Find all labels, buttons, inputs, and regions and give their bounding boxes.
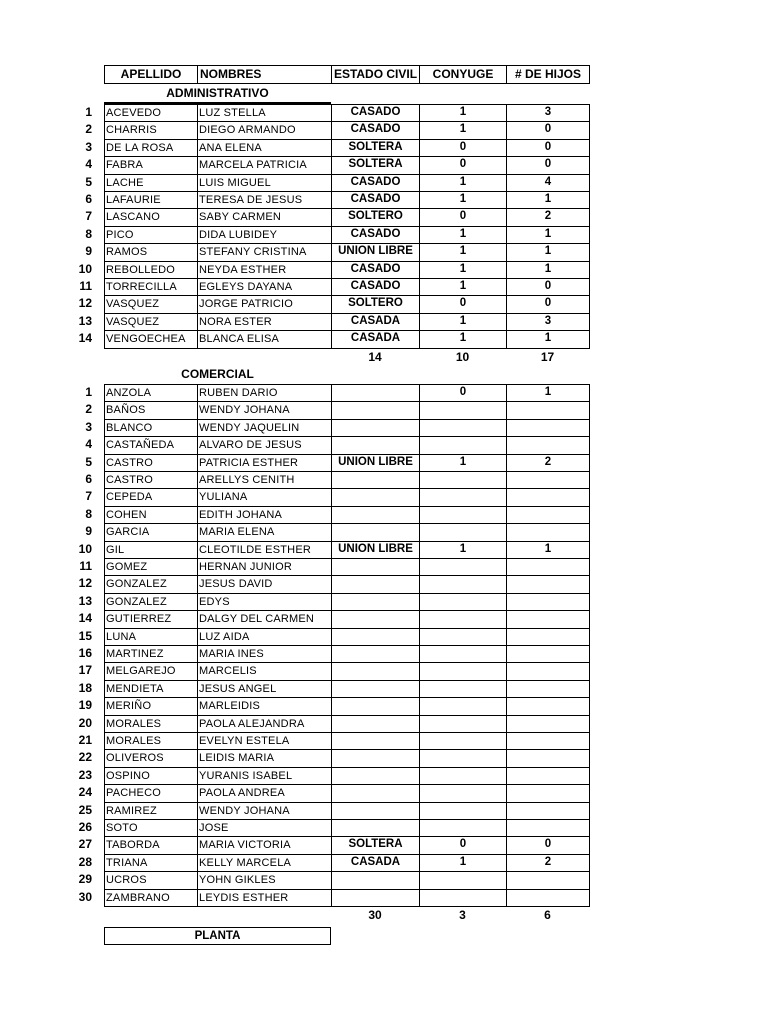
conyuge-cell: 1 (419, 313, 507, 331)
estado-civil-cell (331, 523, 420, 541)
hijos-cell (506, 680, 590, 698)
nombres-cell: DIEGO ARMANDO (197, 121, 332, 139)
estado-civil-cell: UNION LIBRE (331, 454, 420, 472)
estado-civil-cell (331, 593, 420, 611)
apellido-cell: UCROS (104, 871, 198, 889)
estado-civil-cell (331, 419, 420, 437)
estado-civil-cell (331, 628, 420, 646)
hijos-cell (506, 401, 590, 419)
apellido-cell: MELGAREJO (104, 662, 198, 680)
conyuge-cell (419, 784, 507, 802)
conyuge-cell (419, 488, 507, 506)
hijos-cell: 1 (506, 191, 590, 209)
conyuge-cell: 0 (419, 836, 507, 854)
estado-civil-cell: CASADO (331, 226, 420, 244)
estado-civil-cell: CASADO (331, 278, 420, 296)
hijos-cell: 0 (506, 139, 590, 157)
apellido-cell: TABORDA (104, 836, 198, 854)
estado-civil-cell (331, 680, 420, 698)
estado-civil-cell (331, 610, 420, 628)
hijos-cell: 2 (506, 208, 590, 226)
row-number: 25 (78, 802, 92, 817)
conyuge-cell (419, 662, 507, 680)
hijos-cell (506, 715, 590, 733)
apellido-cell: MORALES (104, 732, 198, 750)
hijos-cell (506, 523, 590, 541)
nombres-cell: EDYS (197, 593, 332, 611)
hijos-cell (506, 697, 590, 715)
apellido-cell: CASTRO (104, 454, 198, 472)
estado-civil-cell: SOLTERA (331, 156, 420, 174)
header-estado-civil: ESTADO CIVIL (331, 65, 420, 84)
row-number: 2 (85, 402, 92, 417)
hijos-cell (506, 593, 590, 611)
apellido-cell: LACHE (104, 174, 198, 192)
nombres-cell: EVELYN ESTELA (197, 732, 332, 750)
header-nombres: NOMBRES (197, 65, 332, 84)
section-title-planta: PLANTA (104, 927, 331, 945)
estado-civil-cell: CASADO (331, 191, 420, 209)
estado-civil-cell (331, 749, 420, 767)
row-number: 3 (85, 139, 92, 154)
estado-civil-cell (331, 384, 420, 402)
row-number: 3 (85, 419, 92, 434)
apellido-cell: FABRA (104, 156, 198, 174)
estado-civil-cell: CASADA (331, 313, 420, 331)
apellido-cell: MERIÑO (104, 697, 198, 715)
total-hijos: 6 (544, 908, 551, 922)
nombres-cell: LUIS MIGUEL (197, 174, 332, 192)
section-title: COMERCIAL (181, 367, 254, 381)
header-hijos: # DE HIJOS (506, 65, 590, 84)
conyuge-cell (419, 749, 507, 767)
row-number: 1 (85, 105, 92, 119)
row-number: 15 (78, 628, 92, 643)
apellido-cell: LASCANO (104, 208, 198, 226)
apellido-cell: BLANCO (104, 419, 198, 437)
hijos-cell (506, 628, 590, 646)
apellido-cell: ANZOLA (104, 384, 198, 402)
conyuge-cell: 1 (419, 330, 507, 348)
conyuge-cell (419, 819, 507, 837)
row-number: 30 (78, 889, 92, 904)
conyuge-cell (419, 732, 507, 750)
conyuge-cell: 1 (419, 191, 507, 209)
nombres-cell: TERESA DE JESUS (197, 191, 332, 209)
row-number: 29 (78, 872, 92, 887)
hijos-cell: 1 (506, 384, 590, 402)
estado-civil-cell: SOLTERO (331, 295, 420, 313)
apellido-cell: OLIVEROS (104, 749, 198, 767)
hijos-cell (506, 506, 590, 524)
nombres-cell: MARCELIS (197, 662, 332, 680)
row-number: 6 (85, 192, 92, 206)
nombres-cell: PAOLA ANDREA (197, 784, 332, 802)
hijos-cell (506, 575, 590, 593)
hijos-cell (506, 767, 590, 785)
conyuge-cell: 1 (419, 454, 507, 472)
nombres-cell: ANA ELENA (197, 139, 332, 157)
row-number: 14 (78, 611, 92, 626)
conyuge-cell (419, 506, 507, 524)
hijos-cell (506, 871, 590, 889)
conyuge-cell (419, 471, 507, 489)
row-number: 27 (78, 837, 92, 852)
conyuge-cell (419, 889, 507, 907)
row-number: 26 (78, 820, 92, 834)
hijos-cell: 0 (506, 278, 590, 296)
hijos-cell (506, 802, 590, 820)
conyuge-cell: 1 (419, 121, 507, 139)
nombres-cell: MARIA ELENA (197, 523, 332, 541)
hijos-cell (506, 645, 590, 663)
row-number: 9 (85, 244, 92, 259)
hijos-cell: 1 (506, 261, 590, 279)
apellido-cell: MARTINEZ (104, 645, 198, 663)
nombres-cell: JOSE (197, 819, 332, 837)
row-number: 1 (85, 385, 92, 399)
total-conyuge: 3 (459, 908, 466, 922)
conyuge-cell: 0 (419, 139, 507, 157)
row-number: 10 (78, 541, 92, 556)
row-number: 16 (78, 646, 92, 660)
nombres-cell: DIDA LUBIDEY (197, 226, 332, 244)
hijos-cell: 0 (506, 121, 590, 139)
estado-civil-cell (331, 889, 420, 907)
conyuge-cell: 1 (419, 104, 507, 122)
estado-civil-cell: SOLTERO (331, 208, 420, 226)
conyuge-cell: 1 (419, 174, 507, 192)
hijos-cell (506, 610, 590, 628)
conyuge-cell (419, 401, 507, 419)
hijos-cell: 2 (506, 454, 590, 472)
estado-civil-cell: CASADO (331, 261, 420, 279)
apellido-cell: GONZALEZ (104, 575, 198, 593)
nombres-cell: EGLEYS DAYANA (197, 278, 332, 296)
nombres-cell: JESUS DAVID (197, 575, 332, 593)
row-number: 13 (78, 313, 92, 328)
nombres-cell: WENDY JOHANA (197, 802, 332, 820)
estado-civil-cell (331, 819, 420, 837)
nombres-cell: YURANIS ISABEL (197, 767, 332, 785)
row-number: 7 (85, 209, 92, 224)
hijos-cell: 1 (506, 243, 590, 261)
section-title: ADMINISTRATIVO (166, 86, 269, 100)
estado-civil-cell (331, 488, 420, 506)
hijos-cell: 1 (506, 541, 590, 559)
row-number: 17 (78, 663, 92, 678)
estado-civil-cell (331, 558, 420, 576)
nombres-cell: SABY CARMEN (197, 208, 332, 226)
total-estado: 14 (368, 349, 382, 364)
conyuge-cell (419, 680, 507, 698)
total-hijos: 17 (540, 349, 555, 364)
conyuge-cell (419, 628, 507, 646)
conyuge-cell: 0 (419, 208, 507, 226)
estado-civil-cell (331, 662, 420, 680)
conyuge-cell (419, 593, 507, 611)
row-number: 20 (78, 715, 92, 730)
estado-civil-cell: CASADO (331, 174, 420, 192)
row-number: 8 (85, 506, 92, 521)
conyuge-cell (419, 419, 507, 437)
row-number: 12 (78, 296, 92, 311)
apellido-cell: BAÑOS (104, 401, 198, 419)
row-number: 11 (79, 559, 92, 573)
apellido-cell: CASTAÑEDA (104, 436, 198, 454)
apellido-cell: CEPEDA (104, 488, 198, 506)
total-conyuge: 10 (455, 349, 470, 364)
conyuge-cell: 1 (419, 541, 507, 559)
hijos-cell (506, 889, 590, 907)
conyuge-cell (419, 802, 507, 820)
apellido-cell: CHARRIS (104, 121, 198, 139)
apellido-cell: MENDIETA (104, 680, 198, 698)
nombres-cell: STEFANY CRISTINA (197, 243, 332, 261)
apellido-cell: MORALES (104, 715, 198, 733)
row-number: 6 (85, 472, 92, 486)
estado-civil-cell (331, 436, 420, 454)
hijos-cell (506, 732, 590, 750)
hijos-cell (506, 819, 590, 837)
estado-civil-cell (331, 697, 420, 715)
nombres-cell: JESUS ANGEL (197, 680, 332, 698)
row-number: 8 (85, 226, 92, 241)
estado-civil-cell (331, 645, 420, 663)
row-number: 9 (85, 524, 92, 539)
total-estado: 30 (368, 908, 382, 922)
conyuge-cell: 1 (419, 278, 507, 296)
estado-civil-cell (331, 506, 420, 524)
conyuge-cell (419, 715, 507, 733)
nombres-cell: WENDY JAQUELIN (197, 419, 332, 437)
nombres-cell: JORGE PATRICIO (197, 295, 332, 313)
nombres-cell: DALGY DEL CARMEN (197, 610, 332, 628)
apellido-cell: GOMEZ (104, 558, 198, 576)
nombres-cell: MARIA INES (197, 645, 332, 663)
nombres-cell: HERNAN JUNIOR (197, 558, 332, 576)
estado-civil-cell: SOLTERA (331, 836, 420, 854)
estado-civil-cell: SOLTERA (331, 139, 420, 157)
estado-civil-cell (331, 715, 420, 733)
estado-civil-cell (331, 471, 420, 489)
nombres-cell: NORA ESTER (197, 313, 332, 331)
row-number: 5 (85, 454, 92, 469)
apellido-cell: SOTO (104, 819, 198, 837)
nombres-cell: LUZ STELLA (197, 104, 332, 122)
hijos-cell: 1 (506, 330, 590, 348)
apellido-cell: GIL (104, 541, 198, 559)
apellido-cell: GUTIERREZ (104, 610, 198, 628)
apellido-cell: PICO (104, 226, 198, 244)
conyuge-cell (419, 575, 507, 593)
row-number: 4 (85, 157, 92, 172)
hijos-cell: 4 (506, 174, 590, 192)
conyuge-cell: 1 (419, 854, 507, 872)
estado-civil-cell (331, 575, 420, 593)
estado-civil-cell: CASADA (331, 330, 420, 348)
apellido-cell: CASTRO (104, 471, 198, 489)
nombres-cell: CLEOTILDE ESTHER (197, 541, 332, 559)
hijos-cell: 0 (506, 836, 590, 854)
hijos-cell: 0 (506, 295, 590, 313)
estado-civil-cell (331, 802, 420, 820)
hijos-cell: 2 (506, 854, 590, 872)
row-number: 14 (78, 331, 92, 346)
apellido-cell: RAMIREZ (104, 802, 198, 820)
header-apellido: APELLIDO (104, 65, 198, 84)
hijos-cell (506, 471, 590, 489)
conyuge-cell (419, 697, 507, 715)
apellido-cell: GONZALEZ (104, 593, 198, 611)
apellido-cell: LAFAURIE (104, 191, 198, 209)
apellido-cell: PACHECO (104, 784, 198, 802)
nombres-cell: MARLEIDIS (197, 697, 332, 715)
estado-civil-cell (331, 871, 420, 889)
conyuge-cell (419, 645, 507, 663)
estado-civil-cell: CASADA (331, 854, 420, 872)
estado-civil-cell: UNION LIBRE (331, 243, 420, 261)
hijos-cell (506, 558, 590, 576)
nombres-cell: EDITH JOHANA (197, 506, 332, 524)
conyuge-cell: 1 (419, 261, 507, 279)
row-number: 18 (78, 680, 92, 695)
row-number: 4 (85, 437, 92, 452)
hijos-cell: 3 (506, 104, 590, 122)
conyuge-cell: 1 (419, 226, 507, 244)
estado-civil-cell (331, 767, 420, 785)
apellido-cell: GARCIA (104, 523, 198, 541)
row-number: 10 (78, 261, 92, 276)
conyuge-cell (419, 767, 507, 785)
apellido-cell: LUNA (104, 628, 198, 646)
hijos-cell (506, 749, 590, 767)
nombres-cell: LUZ AIDA (197, 628, 332, 646)
conyuge-cell (419, 610, 507, 628)
nombres-cell: YULIANA (197, 488, 332, 506)
row-number: 28 (78, 854, 92, 869)
conyuge-cell: 0 (419, 295, 507, 313)
apellido-cell: COHEN (104, 506, 198, 524)
hijos-cell (506, 419, 590, 437)
apellido-cell: TRIANA (104, 854, 198, 872)
estado-civil-cell: UNION LIBRE (331, 541, 420, 559)
row-number: 12 (78, 576, 92, 591)
conyuge-cell (419, 558, 507, 576)
hijos-cell: 0 (506, 156, 590, 174)
nombres-cell: ARELLYS CENITH (197, 471, 332, 489)
apellido-cell: RAMOS (104, 243, 198, 261)
nombres-cell: BLANCA ELISA (197, 330, 332, 348)
row-number: 13 (78, 593, 92, 608)
apellido-cell: ZAMBRANO (104, 889, 198, 907)
estado-civil-cell: CASADO (331, 121, 420, 139)
apellido-cell: VENGOECHEA (104, 330, 198, 348)
nombres-cell: MARCELA PATRICIA (197, 156, 332, 174)
row-number: 23 (78, 767, 92, 782)
hijos-cell: 3 (506, 313, 590, 331)
apellido-cell: VASQUEZ (104, 295, 198, 313)
conyuge-cell (419, 436, 507, 454)
row-number: 2 (85, 122, 92, 137)
nombres-cell: RUBEN DARIO (197, 384, 332, 402)
estado-civil-cell: CASADO (331, 104, 420, 122)
conyuge-cell: 0 (419, 156, 507, 174)
nombres-cell: ALVARO DE JESUS (197, 436, 332, 454)
hijos-cell (506, 662, 590, 680)
estado-civil-cell (331, 401, 420, 419)
row-number: 5 (85, 174, 92, 189)
estado-civil-cell (331, 732, 420, 750)
nombres-cell: MARIA VICTORIA (197, 836, 332, 854)
conyuge-cell: 0 (419, 384, 507, 402)
row-number: 21 (78, 733, 92, 747)
nombres-cell: LEIDIS MARIA (197, 749, 332, 767)
conyuge-cell (419, 523, 507, 541)
conyuge-cell: 1 (419, 243, 507, 261)
apellido-cell: REBOLLEDO (104, 261, 198, 279)
nombres-cell: NEYDA ESTHER (197, 261, 332, 279)
apellido-cell: VASQUEZ (104, 313, 198, 331)
hijos-cell: 1 (506, 226, 590, 244)
nombres-cell: PATRICIA ESTHER (197, 454, 332, 472)
estado-civil-cell (331, 784, 420, 802)
hijos-cell (506, 488, 590, 506)
nombres-cell: LEYDIS ESTHER (197, 889, 332, 907)
nombres-cell: WENDY JOHANA (197, 401, 332, 419)
row-number: 11 (79, 279, 92, 293)
row-number: 24 (78, 785, 92, 800)
row-number: 22 (78, 750, 92, 765)
nombres-cell: KELLY MARCELA (197, 854, 332, 872)
row-number: 19 (78, 698, 92, 713)
hijos-cell (506, 784, 590, 802)
apellido-cell: DE LA ROSA (104, 139, 198, 157)
nombres-cell: PAOLA ALEJANDRA (197, 715, 332, 733)
apellido-cell: ACEVEDO (104, 104, 198, 122)
conyuge-cell (419, 871, 507, 889)
apellido-cell: OSPINO (104, 767, 198, 785)
nombres-cell: YOHN GIKLES (197, 871, 332, 889)
hijos-cell (506, 436, 590, 454)
apellido-cell: TORRECILLA (104, 278, 198, 296)
header-conyuge: CONYUGE (419, 65, 507, 84)
row-number: 7 (85, 489, 92, 504)
